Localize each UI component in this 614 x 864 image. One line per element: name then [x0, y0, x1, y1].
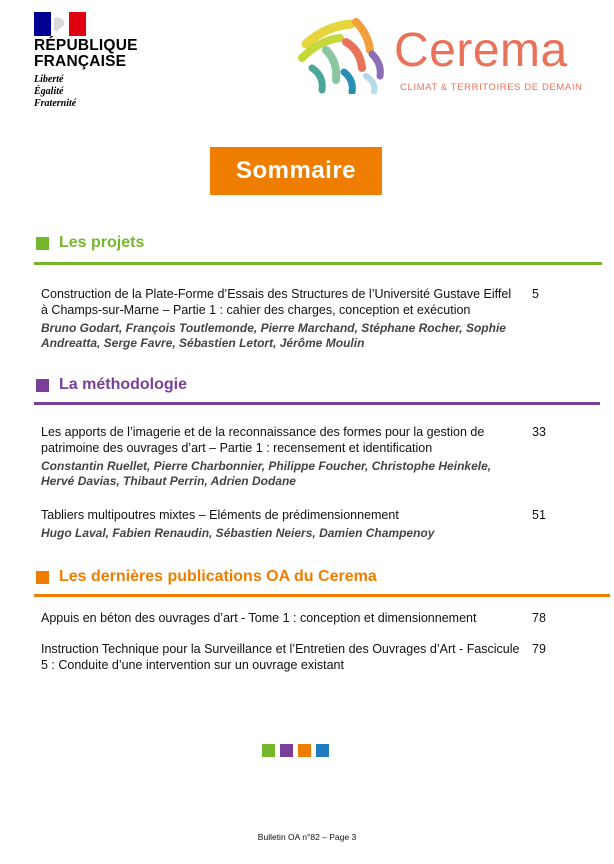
- section-divider-publications: [34, 594, 610, 597]
- toc-entry[interactable]: [41, 610, 521, 626]
- section-divider-projets: [34, 262, 602, 265]
- purple-square-icon: [36, 379, 49, 392]
- cerema-emblem-icon: [296, 14, 388, 94]
- section-label-projets: Les projets: [59, 234, 145, 251]
- orange-square-icon: [36, 571, 49, 584]
- purple-square-icon: [280, 744, 293, 757]
- marianne-flag-icon: [34, 12, 86, 36]
- entry-page-number[interactable]: 5: [532, 287, 539, 301]
- entry-title[interactable]: Construction de la Plate-Forme d’Essais des Structures de l’Université Gustave Eiffel à Champs-sur-Marne – Partie 1 : cahier des charges, conception et exécution: [41, 287, 512, 317]
- entry-page-number[interactable]: 33: [532, 425, 546, 439]
- entry-title[interactable]: Tabliers multipoutres mixtes – Eléments de prédimensionnement: [41, 508, 399, 522]
- entry-page-number[interactable]: 79: [532, 642, 546, 656]
- entry-title[interactable]: Les apports de l’imagerie et de la reconnaissance des formes pour la gestion de patrimoine des ouvrages d’art – Partie 1 : recensement et identification: [41, 425, 485, 455]
- section-header-methodologie: [36, 376, 187, 394]
- section-divider-methodologie: [34, 402, 600, 405]
- toc-entry[interactable]: [41, 286, 521, 351]
- entry-title[interactable]: Instruction Technique pour la Surveillance et l’Entretien des Ouvrages d’Art - Fascicule 5 : Conduite d’une intervention sur un ouvrage existant: [41, 642, 520, 672]
- decorative-squares: [262, 744, 334, 757]
- entry-page-number[interactable]: 51: [532, 508, 546, 522]
- page-title: Sommaire: [210, 147, 382, 195]
- orange-square-icon: [298, 744, 311, 757]
- rf-name-line2: FRANÇAISE: [34, 53, 127, 70]
- entry-title[interactable]: Appuis en béton des ouvrages d’art - Tome 1 : conception et dimensionnement: [41, 611, 477, 625]
- entry-page-number[interactable]: 78: [532, 611, 546, 625]
- section-header-projets: [36, 234, 144, 252]
- motto-liberte: Liberté: [34, 74, 64, 85]
- entry-authors: Bruno Godart, François Toutlemonde, Pierre Marchand, Stéphane Rocher, Sophie Andreatta, Serge Favre, Sébastien Letort, Jérôme Moulin: [41, 321, 506, 350]
- cerema-name: Cerema: [394, 24, 568, 77]
- cerema-logo: [296, 14, 596, 94]
- blue-square-icon: [316, 744, 329, 757]
- toc-entry[interactable]: [41, 641, 521, 673]
- section-label-methodologie: La méthodologie: [59, 376, 187, 393]
- cerema-tagline: CLIMAT & TERRITOIRES DE DEMAIN: [400, 82, 583, 93]
- page-footer: Bulletin OA n°82 – Page 3: [257, 832, 357, 842]
- motto-fraternite: Fraternité: [34, 98, 77, 109]
- rf-name-line1: RÉPUBLIQUE: [34, 37, 138, 54]
- entry-authors: Constantin Ruellet, Pierre Charbonnier, Philippe Foucher, Christophe Heinkele, Hervé Davias, Thibaut Perrin, Adrien Dodane: [41, 459, 492, 488]
- entry-authors: Hugo Laval, Fabien Renaudin, Sébastien Neiers, Damien Champenoy: [41, 526, 435, 540]
- green-square-icon: [262, 744, 275, 757]
- green-square-icon: [36, 237, 49, 250]
- section-label-publications: Les dernières publications OA du Cerema: [59, 568, 377, 585]
- motto-egalite: Égalité: [34, 86, 64, 97]
- toc-entry[interactable]: [41, 507, 521, 541]
- section-header-publications: [36, 568, 377, 586]
- toc-entry[interactable]: [41, 424, 521, 489]
- rf-motto: [34, 74, 76, 110]
